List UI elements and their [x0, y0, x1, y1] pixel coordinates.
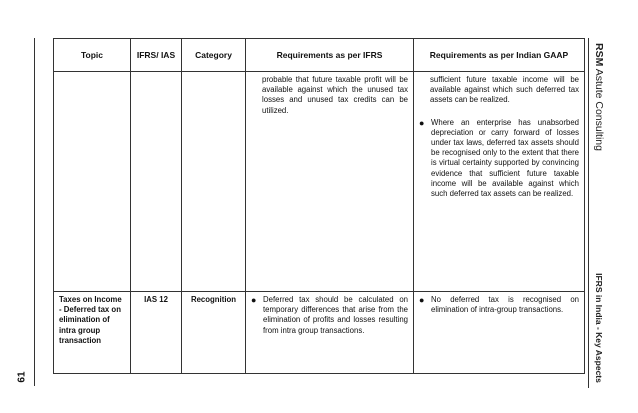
comparison-table	[53, 38, 585, 374]
cell-req-ifrs	[246, 72, 414, 292]
cell-category-empty	[182, 72, 246, 292]
bullet-dot-icon: ●	[251, 295, 257, 305]
cell-ifrs-ias-empty	[131, 72, 182, 292]
header-req-ifrs: Requirements as per IFRS	[246, 39, 414, 72]
table-row	[54, 292, 585, 374]
cell-ifrs-ias: IAS 12	[131, 292, 182, 374]
header-category: Category	[182, 39, 246, 72]
bullet-dot-icon: ●	[419, 117, 425, 128]
brand-rest: Astute Consulting	[593, 66, 605, 151]
ifrs-bullet-text: Deferred tax should be calculated on temporary differences that arise from the elimination of profits and losses resulting from intra group transactions.	[263, 295, 408, 335]
bullet-dot-icon: ●	[419, 295, 425, 305]
ifrs-bullet-item	[251, 295, 408, 336]
table-row	[54, 72, 585, 292]
table-header-row	[54, 39, 585, 72]
gaap-bullet-text: No deferred tax is recognised on elimination of intra-group transactions.	[431, 295, 579, 315]
cell-topic-empty	[54, 72, 131, 292]
header-topic: Topic	[54, 39, 131, 72]
left-margin-rule	[34, 38, 35, 386]
gaap-bullet-item	[419, 295, 579, 315]
cell-req-indian-gaap	[414, 72, 585, 292]
header-ifrs-ias: IFRS/ IAS	[131, 39, 182, 72]
cell-req-indian-gaap	[414, 292, 585, 374]
side-brand-title	[591, 38, 607, 156]
gaap-bullet-text: Where an enterprise has unabsorbed depreciation or carry forward of losses under tax laws, deferred tax assets should be recognised only to the extent that there is virtual certainty supported by convincing evidence that sufficient future taxable income will be available against which such deferred tax assets can be realized.	[431, 117, 579, 199]
gaap-continuation-text: sufficient future taxable income will be available against which such deferred tax assets can be realized.	[430, 75, 579, 105]
cell-category: Recognition	[182, 292, 246, 374]
cell-topic: Taxes on Income - Deferred tax on elimination of intra group transaction	[54, 292, 131, 374]
cell-req-ifrs	[246, 292, 414, 374]
right-margin-rule	[588, 38, 589, 388]
header-req-indian-gaap: Requirements as per Indian GAAP	[414, 39, 585, 72]
page-number: 61	[16, 371, 28, 383]
ifrs-continuation-text: probable that future taxable profit will be available against which the unused tax losses and unused tax credits can be utilized.	[262, 75, 408, 115]
side-key-aspects: IFRS in India - Key Aspects	[594, 273, 604, 383]
gaap-bullet-item	[419, 118, 579, 200]
brand-bold: RSM	[593, 43, 605, 67]
